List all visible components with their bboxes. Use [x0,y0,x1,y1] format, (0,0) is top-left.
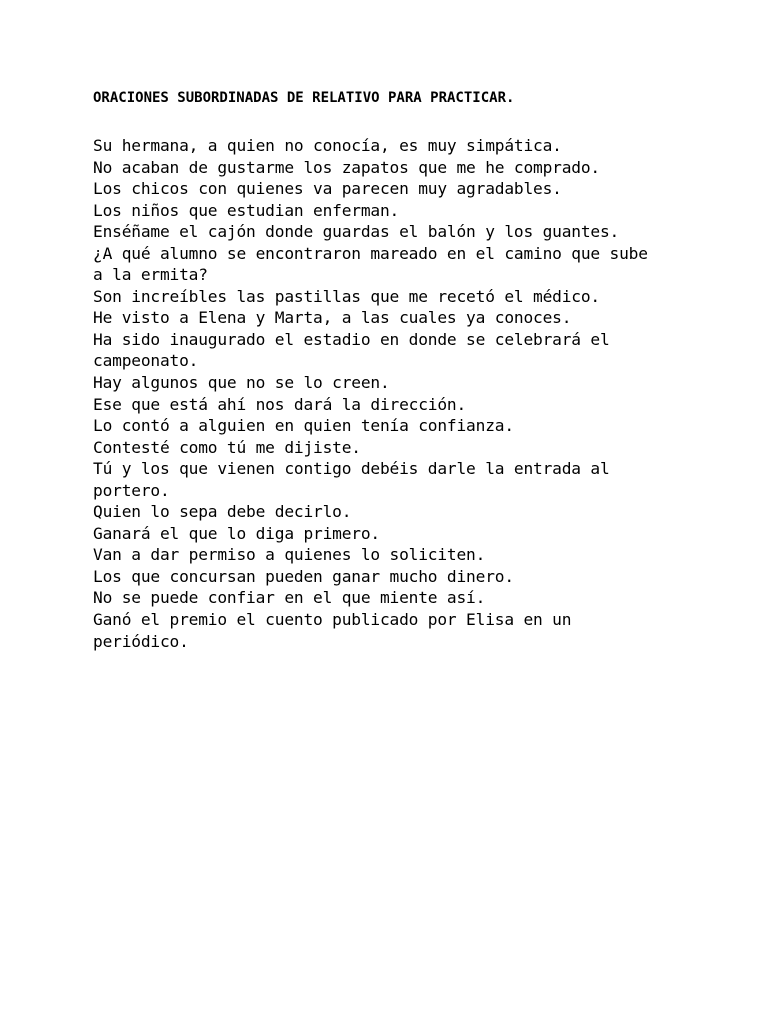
sentence-line: Su hermana, a quien no conocía, es muy simpática. [93,136,562,155]
sentence-line: Ha sido inaugurado el estadio en donde se celebrará el [93,329,610,349]
sentence-line: ¿A qué alumno se encontraron mareado en el camino que sube [93,243,648,263]
sentence-line: periódico. [93,631,189,651]
sentence-line: No se puede confiar en el que miente así. [93,588,486,608]
sentence-line: Van a dar permiso a quienes lo soliciten. [93,545,486,565]
sentence-line: Contesté como tú me dijiste. [93,437,361,457]
sentence-line: Hay algunos que no se lo creen. [93,373,390,393]
sentence-line: Los que concursan pueden ganar mucho dinero. [93,566,514,586]
sentence-line: No acaban de gustarme los zapatos que me he comprado. [93,157,600,177]
sentence-line: Son increíbles las pastillas que me recetó el médico. [93,286,600,306]
sentence-line: Los niños que estudian enferman. [93,200,400,220]
sentence-line: campeonato. [93,351,199,371]
document-title: ORACIONES SUBORDINADAS DE RELATIVO PARA PRACTICAR. [93,90,515,106]
sentence-line: Los chicos con quienes va parecen muy agradables. [93,179,562,199]
sentence-line: He visto a Elena y Marta, a las cuales ya conoces. [93,308,572,328]
sentence-list [93,135,713,652]
sentence-line: Lo contó a alguien en quien tenía confianza. [93,416,514,436]
sentence-line: Ganó el premio el cuento publicado por Elisa en un [93,610,572,630]
sentence-line: Tú y los que vienen contigo debéis darle la entrada al [93,459,610,479]
sentence-line: a la ermita? [93,265,208,285]
sentence-line: Enséñame el cajón donde guardas el balón y los guantes. [93,222,620,242]
sentence-line: Ganará el que lo diga primero. [93,523,380,543]
sentence-line: Quien lo sepa debe decirlo. [93,502,352,522]
sentence-line: Ese que está ahí nos dará la dirección. [93,394,467,414]
sentence-line: portero. [93,480,170,500]
